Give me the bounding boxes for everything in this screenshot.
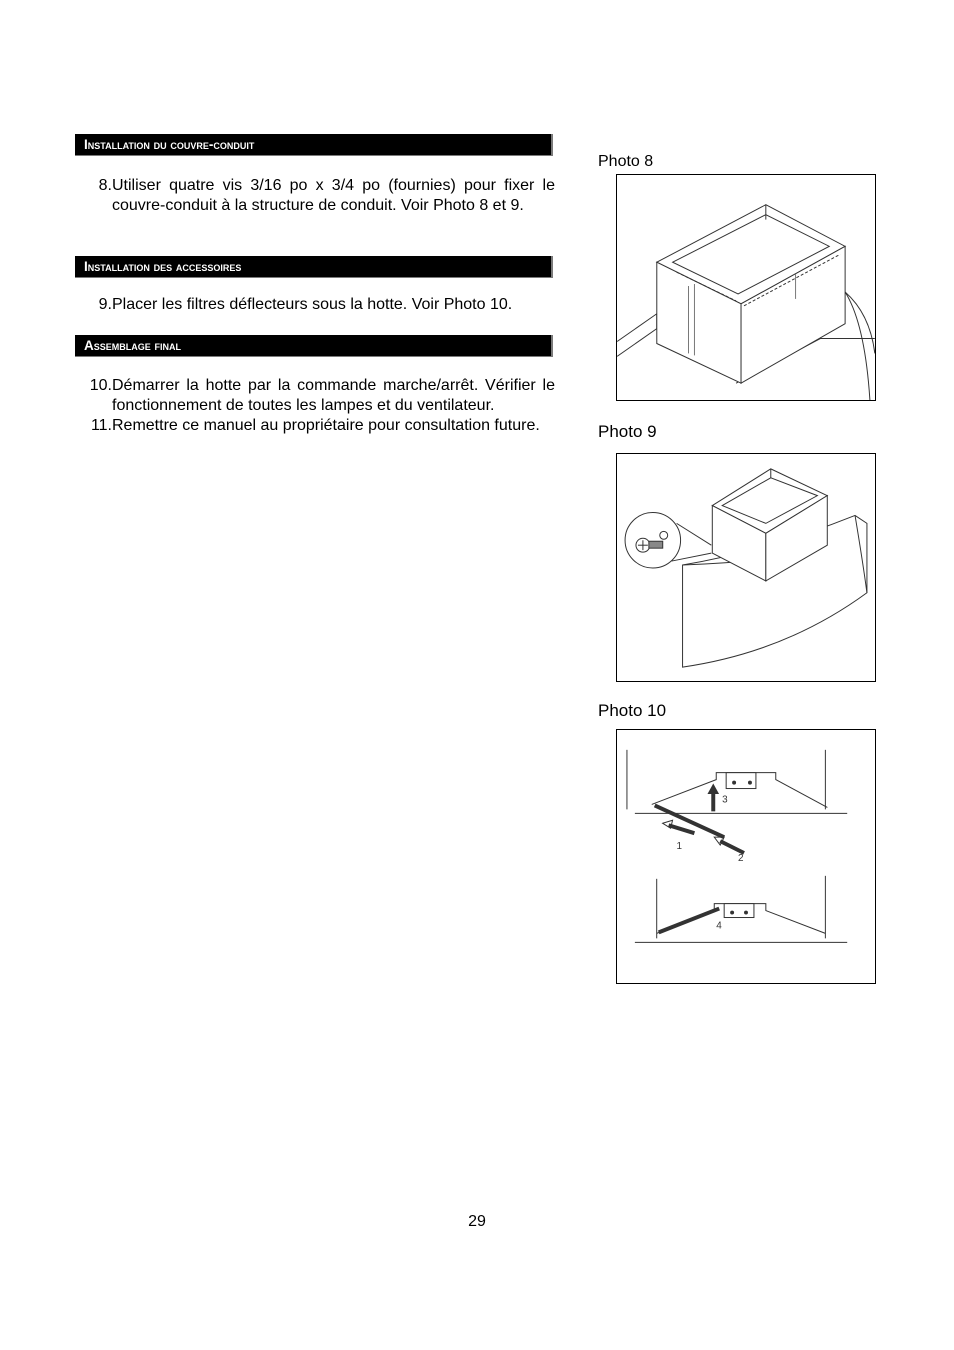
item-text: Utiliser quatre vis 3/16 po x 3/4 po (fournies) pour fixer le couvre-conduit à la structure de conduit. Voir Photo 8 et 9. <box>112 177 555 214</box>
item-text: Placer les filtres déflecteurs sous la hotte. Voir Photo 10. <box>112 296 513 313</box>
filter-installation-drawing <box>617 730 875 983</box>
callout-3: 3 <box>722 794 728 806</box>
photo-8-label: Photo 8 <box>598 153 654 170</box>
item-text: Démarrer la hotte par la commande marche/arrêt. Vérifier le fonctionnement de toutes les lampes et du ventilateur. <box>112 377 555 414</box>
list-item <box>75 416 555 436</box>
callout-1: 1 <box>676 841 683 853</box>
callout-2: 2 <box>738 852 744 864</box>
item-number: 11. <box>90 417 112 434</box>
section-heading-couvre-conduit: Installation du couvre-conduit <box>75 134 553 156</box>
photo-9-illustration <box>616 453 876 682</box>
list-item <box>75 376 555 416</box>
callout-4: 4 <box>716 920 722 932</box>
photo-9-label: Photo 9 <box>598 422 657 441</box>
item-number: 8. <box>98 177 112 194</box>
section-heading-accessoires: Installation des accessoires <box>75 256 553 278</box>
photo-8-illustration <box>616 174 876 401</box>
list-item <box>75 295 555 315</box>
photo-10-illustration <box>616 729 876 984</box>
section-heading-assemblage-final: Assemblage final <box>75 335 553 357</box>
photo-10-label: Photo 10 <box>598 701 667 720</box>
item-number: 10. <box>89 377 112 394</box>
page-number: 29 <box>468 1213 486 1230</box>
duct-cover-drawing <box>617 175 875 400</box>
duct-cover-screw-drawing <box>617 454 875 681</box>
list-item <box>75 176 555 216</box>
item-number: 9. <box>98 296 112 313</box>
item-text: Remettre ce manuel au propriétaire pour consultation future. <box>112 417 540 434</box>
